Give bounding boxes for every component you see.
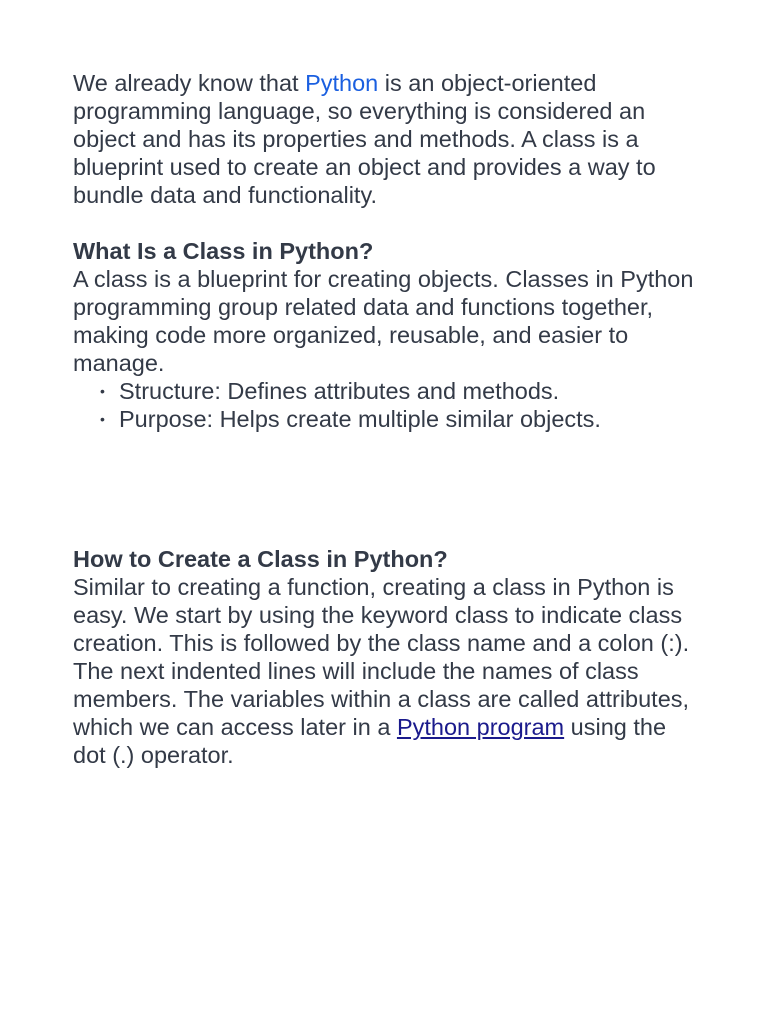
section-spacer bbox=[73, 433, 703, 545]
section1-paragraph: A class is a blueprint for creating objects. Classes in Python programming group related data and functions together, making code more organized, reusable, and easier to manage. bbox=[73, 266, 694, 376]
section1-heading: What Is a Class in Python? bbox=[73, 238, 374, 264]
intro-text-after: is an object-oriented programming language, so everything is considered an object and has its properties and methods. A class is a blueprint used to create an object and provides a way to bundle data and functionality. bbox=[73, 70, 656, 208]
python-link[interactable]: Python bbox=[305, 70, 379, 96]
section2-heading: How to Create a Class in Python? bbox=[73, 546, 448, 572]
bullet-icon: • bbox=[100, 411, 105, 427]
section2-paragraph-1: Similar to creating a function, creating a class in Python is easy. We start by using the keyword class to indicate class creation. This is followed by the class name and a colon (:). bbox=[73, 574, 690, 656]
paragraph2-text-before: The next indented lines will include the names of class members. The variables within a class are called attributes, which we can access later in a bbox=[73, 658, 690, 740]
list-item bbox=[73, 405, 703, 433]
list-item bbox=[73, 377, 703, 405]
paragraph2-text-after: using the dot (.) operator. bbox=[73, 714, 667, 768]
bullet-icon: • bbox=[100, 383, 105, 399]
section1-bullet-list bbox=[73, 377, 703, 433]
intro-paragraph bbox=[73, 69, 703, 209]
intro-text-before: We already know that bbox=[73, 70, 306, 96]
python-program-link[interactable]: Python program bbox=[396, 714, 565, 740]
section2-paragraph-2 bbox=[73, 657, 703, 769]
article-body bbox=[73, 69, 703, 769]
list-item-text: Structure: Defines attributes and methods. bbox=[119, 378, 560, 404]
list-item-text: Purpose: Helps create multiple similar objects. bbox=[119, 406, 601, 432]
